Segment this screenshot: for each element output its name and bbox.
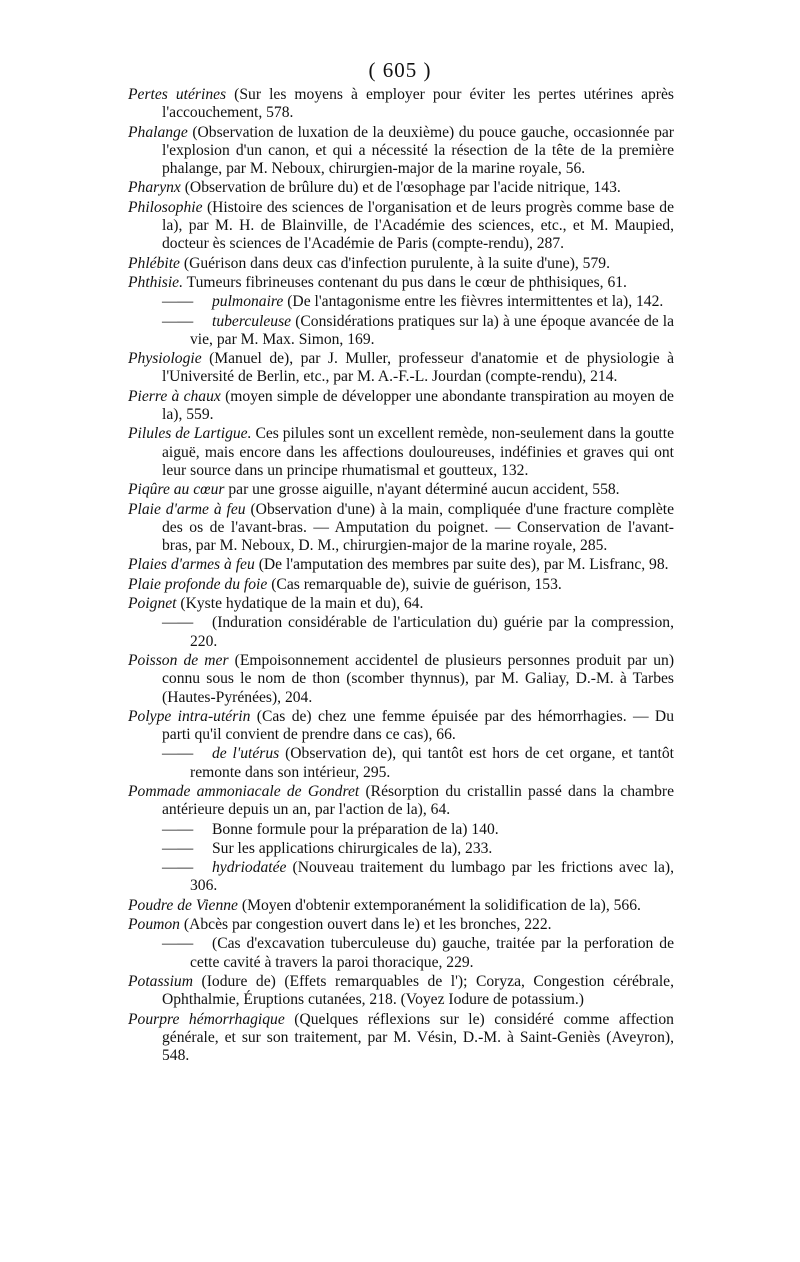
entry-term: Phalange xyxy=(128,123,188,141)
entry-text: (Observation d'une) à la main, compliquée d'une fracture complète des os de l'avant-bras. — Amputation du poignet. — Conservation de l'avant-bras, par M. Neboux, D. M., chirurgien-major de la marine royale, 285. xyxy=(162,500,675,555)
continuation-dash: —— xyxy=(162,312,194,330)
index-entry xyxy=(128,388,674,425)
entry-text: (Cas d'excavation tuberculeuse du) gauche, traitée par la perforation de cette cavité à travers la paroi thoracique, 229. xyxy=(190,935,674,971)
continuation-dash: —— xyxy=(162,839,194,857)
index-entry xyxy=(128,274,674,292)
index-entry xyxy=(128,973,674,1010)
continuation-dash: —— xyxy=(162,614,194,632)
index-entry xyxy=(128,179,674,197)
entry-text: (Cas remarquable de), suivie de guérison, 153. xyxy=(271,575,562,593)
continuation-dash: —— xyxy=(162,935,194,953)
entry-text: (Observation de brûlure du) et de l'œsophage par l'acide nitrique, 143. xyxy=(184,179,621,197)
index-entry xyxy=(128,576,674,594)
entry-term: Plaie d'arme à feu xyxy=(128,500,246,518)
entry-text: (Observation de luxation de la deuxième) du pouce gauche, occasionnée par l'explosion d'un canon, et qui a nécessité la résection de la tête de la première phalange, par M. Neboux, chirurgien-major de la marine royale, 56. xyxy=(162,123,674,178)
entry-term: Phlébite xyxy=(128,254,180,272)
entry-term: Pourpre hémorrhagique xyxy=(128,1010,285,1028)
entry-term: Poisson de mer xyxy=(128,651,229,669)
index-entry xyxy=(128,350,674,387)
entry-text: (De l'amputation des membres par suite des), par M. Lisfranc, 98. xyxy=(258,556,669,574)
entry-term: Pierre à chaux xyxy=(128,387,221,405)
entry-term: Potassium xyxy=(128,972,193,990)
entry-text: (Guérison dans deux cas d'infection purulente, à la suite d'une), 579. xyxy=(183,254,610,272)
entry-term: Pharynx xyxy=(128,179,181,197)
entry-text: (Quelques réflexions sur le) considéré comme affection générale, et sur son traitement, par M. Vésin, D.-M. à Saint-Geniès (Aveyron), 548. xyxy=(162,1010,674,1065)
entry-term: Pilules de Lartigue. xyxy=(128,425,252,443)
continuation-dash: —— xyxy=(162,293,194,311)
entry-term: Physiologie xyxy=(128,350,202,368)
entry-text: (Abcès par congestion ouvert dans le) et les bronches, 222. xyxy=(183,916,552,934)
index-entry xyxy=(128,425,674,480)
entry-text: (Moyen d'obtenir extemporanément la solidification de la), 566. xyxy=(241,896,641,914)
entry-term: Polype intra-utérin xyxy=(128,707,251,725)
entry-text: Bonne formule pour la préparation de la) 140. xyxy=(212,820,499,838)
entry-text: (Cas de) chez une femme épuisée par des hémorrhagies. — Du parti qu'il convient de prendre dans ce cas), 66. xyxy=(162,707,674,744)
index-entry xyxy=(128,255,674,273)
entry-term: Poignet xyxy=(128,595,177,613)
entry-term: Pertes utérines xyxy=(128,86,227,103)
index-entry xyxy=(128,501,674,556)
entry-term: Plaies d'armes à feu xyxy=(128,556,255,574)
index-entry xyxy=(128,821,674,839)
entry-text: (Observation de), qui tantôt est hors de cet organe, et tantôt remonte dans son intérieur, 295. xyxy=(190,745,674,781)
entry-term: Poumon xyxy=(128,916,180,934)
entry-text: Ces pilules sont un excellent remède, non-seulement dans la goutte aiguë, mais encore dans les affections douloureuses, indéfinies et graves qui ont leur source dans un principe rhumatismal et goutteux, 132. xyxy=(162,425,674,479)
entry-text: Sur les applications chirurgicales de la), 233. xyxy=(212,839,493,857)
entry-text: (Résorption du cristallin passé dans la chambre antérieure depuis un an, par l'action de la), 64. xyxy=(162,782,674,819)
index-list xyxy=(128,86,674,1066)
index-entry xyxy=(128,840,674,858)
entry-text: (Empoisonnement accidentel de plusieurs personnes produit par un) connu sous le nom de thon (scomber thynnus), par M. Galiay, D.-M. à Tarbes (Hautes-Pyrénées), 204. xyxy=(162,651,675,706)
index-entry xyxy=(128,708,674,745)
entry-term: Philosophie xyxy=(128,198,203,216)
entry-term: Poudre de Vienne xyxy=(128,896,238,914)
entry-text: (Induration considérable de l'articulation du) guérie par la compression, 220. xyxy=(190,614,674,650)
entry-text: (Considérations pratiques sur la) à une époque avancée de la vie, par M. Max. Simon, 169. xyxy=(190,312,674,348)
entry-term: Plaie profonde du foie xyxy=(128,575,268,593)
index-entry xyxy=(128,614,674,651)
entry-text: (Sur les moyens à employer pour éviter les pertes utérines après l'accouchement, 578. xyxy=(162,86,674,122)
index-entry xyxy=(128,1011,674,1066)
entry-term: hydriodatée xyxy=(212,859,287,877)
index-entry xyxy=(128,652,674,707)
index-entry xyxy=(128,745,674,782)
index-entry xyxy=(128,783,674,820)
index-entry xyxy=(128,935,674,972)
continuation-dash: —— xyxy=(162,745,194,763)
index-entry xyxy=(128,86,674,123)
continuation-dash: —— xyxy=(162,859,194,877)
index-entry xyxy=(128,556,674,574)
entry-term: Pommade ammoniacale de Gondret xyxy=(128,782,360,800)
entry-term: de l'utérus xyxy=(212,745,280,763)
page-number: ( 605 ) xyxy=(368,58,432,82)
entry-term: Phthisie. xyxy=(128,273,184,291)
index-entry xyxy=(128,859,674,896)
entry-term: pulmonaire xyxy=(212,293,284,311)
entry-text: (Iodure de) (Effets remarquables de l'); Coryza, Congestion cérébrale, Ophthalmie, Éruptions cutanées, 218. (Voyez Iodure de potassium.) xyxy=(162,972,674,1009)
entry-text: (moyen simple de développer une abondante transpiration au moyen de la), 559. xyxy=(162,387,674,424)
index-entry xyxy=(128,481,674,499)
index-entry xyxy=(128,313,674,350)
entry-term: tuberculeuse xyxy=(212,312,292,330)
continuation-dash: —— xyxy=(162,820,194,838)
index-entry xyxy=(128,199,674,254)
index-entry xyxy=(128,293,674,311)
entry-text: Tumeurs fibrineuses contenant du pus dans le cœur de phthisiques, 61. xyxy=(186,273,627,291)
entry-term: Piqûre au cœur xyxy=(128,481,225,499)
index-entry xyxy=(128,916,674,934)
entry-text: (De l'antagonisme entre les fièvres intermittentes et la), 142. xyxy=(287,293,664,311)
entry-text: par une grosse aiguille, n'ayant déterminé aucun accident, 558. xyxy=(228,481,620,499)
entry-text: (Manuel de), par J. Muller, professeur d'anatomie et de physiologie à l'Université de Berlin, etc., par M. A.-F.-L. Jourdan (compte-rendu), 214. xyxy=(162,350,674,386)
index-entry xyxy=(128,595,674,613)
entry-text: (Kyste hydatique de la main et du), 64. xyxy=(180,595,424,613)
entry-text: (Nouveau traitement du lumbago par les frictions avec la), 306. xyxy=(190,859,674,895)
index-entry xyxy=(128,124,674,179)
index-entry xyxy=(128,897,674,915)
entry-text: (Histoire des sciences de l'organisation et de leurs progrès comme base de la), par M. H. de Blainville, de l'Académie des sciences, etc., et M. Maupied, docteur ès sciences de l'Académie de Paris (compte-rendu), 287. xyxy=(162,198,675,253)
